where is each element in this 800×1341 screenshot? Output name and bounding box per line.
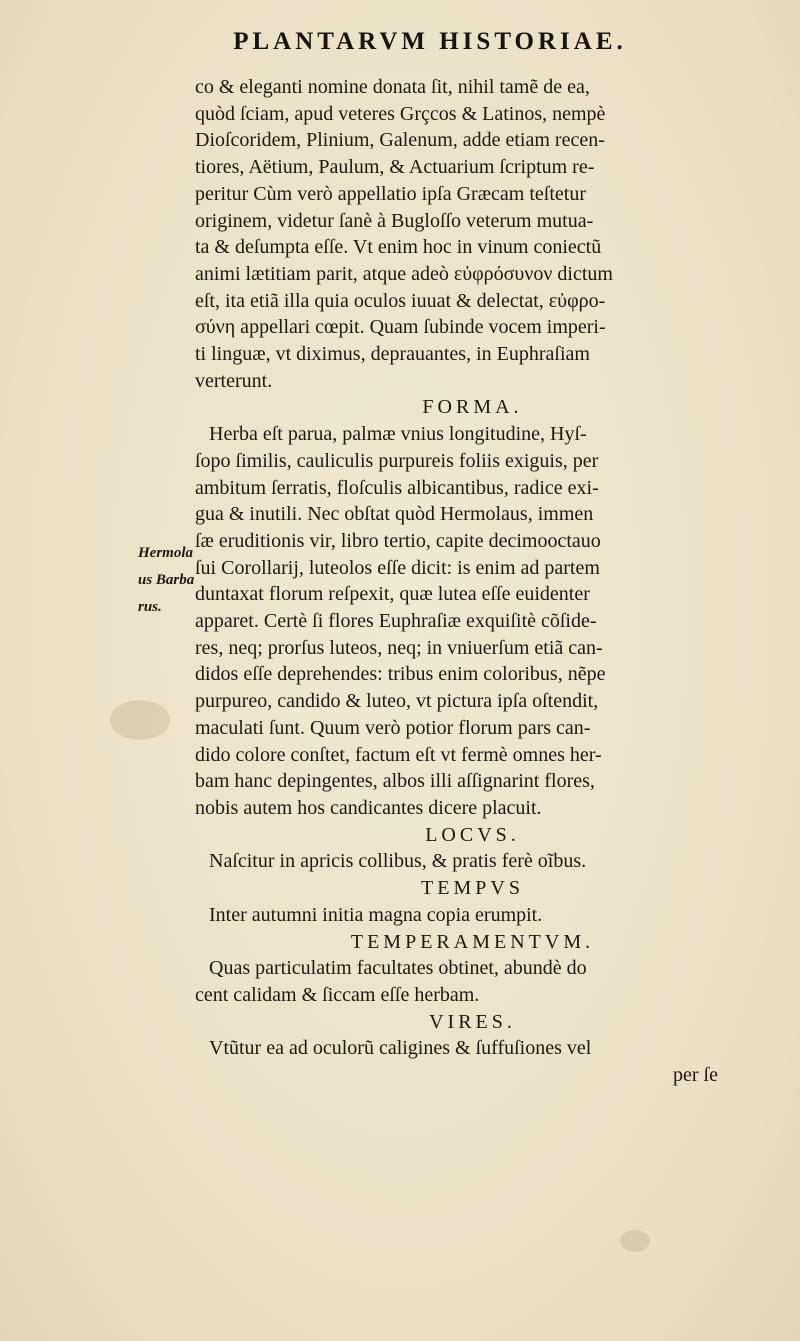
text-line: peritur Cùm verò appellatio ipſa Græcam teſtetur <box>195 182 586 205</box>
text-line: Naſcitur in apricis collibus, & pratis ferè oĩbus. <box>209 850 587 873</box>
text-line: Vtũtur ea ad oculorũ caligines & ſuffuſiones vel <box>209 1037 592 1060</box>
text-line: dido colore conſtet, factum eſt vt fermè omnes her- <box>195 743 602 766</box>
page-stain <box>620 1230 650 1252</box>
section-heading: TEMPERAMENTVM. <box>350 930 595 953</box>
text-line: σύνη appellari cœpit. Quam ſubinde vocem imperi- <box>195 316 606 339</box>
text-line: Inter autumni initia magna copia erumpit. <box>209 903 543 926</box>
text-line: quòd ſciam, apud veteres Grçcos & Latinos, nempè <box>195 102 606 125</box>
intro-paragraph <box>195 74 750 394</box>
text-line: Dioſcoridem, Plinium, Galenum, adde etiam recen- <box>195 129 605 152</box>
sections <box>195 394 750 1062</box>
marginal-note <box>138 540 194 621</box>
text-line: Herba eſt parua, palmæ vnius longitudine, Hyſ- <box>209 423 587 446</box>
section-heading: VIRES. <box>429 1010 516 1033</box>
text-line: eſt, ita etiã illa quia oculos iuuat & delectat, εὐφρο- <box>195 289 606 312</box>
text-line: maculati ſunt. Quum verò potior florum pars can- <box>195 716 591 739</box>
text-line: cent calidam & ſiccam eſſe herbam. <box>195 983 480 1006</box>
running-head: PLANTARVM HISTORIAE. <box>233 28 627 55</box>
text-line: ſæ eruditionis vir, libro tertio, capite decimooctauo <box>195 529 601 552</box>
text-line: Quas particulatim facultates obtinet, abundè do <box>209 957 587 980</box>
text-line: ambitum ſerratis, floſculis albicantibus, radice exi- <box>195 476 599 499</box>
page-body <box>195 74 750 1089</box>
section-heading: FORMA. <box>422 396 523 419</box>
text-line: gua & inutili. Nec obſtat quòd Hermolaus, immen <box>195 503 594 526</box>
section-heading: LOCVS. <box>425 823 520 846</box>
text-line: ti linguæ, vt diximus, deprauantes, in Euphraſiam <box>195 343 590 366</box>
text-line: co & eleganti nomine donata ſit, nihil tamẽ de ea, <box>195 76 590 98</box>
text-line: ta & deſumpta eſſe. Vt enim hoc in vinum coniectũ <box>195 236 602 259</box>
text-line: didos eſſe deprehendes: tribus enim coloribus, nẽpe <box>195 663 606 686</box>
text-line: duntaxat florum reſpexit, quæ lutea eſſe euidenter <box>195 583 590 606</box>
text-line: ſui Corollarij, luteolos eſſe dicit: is enim ad partem <box>195 556 600 579</box>
text-line: nobis autem hos candicantes dicere placuit. <box>195 796 542 819</box>
text-line: apparet. Certè ſi flores Euphraſiæ exquiſitè cõſide- <box>195 610 597 633</box>
text-line: purpureo, candido & luteo, vt pictura ipſa oſtendit, <box>195 690 599 713</box>
catchword: per ſe <box>673 1064 718 1087</box>
text-line: bam hanc depingentes, albos illi aſſignarint flores, <box>195 770 595 793</box>
marginal-note-line: Hermola <box>138 545 193 561</box>
text-line: verterunt. <box>195 369 273 392</box>
text-line: animi lætitiam parit, atque adeò εὐφρόσυνον dictum <box>195 262 613 285</box>
page-stain <box>110 700 170 740</box>
text-line: originem, videtur ſanè à Bugloſſo veterum mutua- <box>195 209 594 232</box>
marginal-note-line: us Barba <box>138 572 195 588</box>
text-line: tiores, Aëtium, Paulum, & Actuarium ſcriptum re- <box>195 156 595 179</box>
text-line: ſopo ſimilis, cauliculis purpureis foliis exiguis, per <box>195 449 599 472</box>
marginal-note-line: rus. <box>138 599 162 615</box>
text-line: res, neq; prorſus luteos, neq; in vniuerſum etiã can- <box>195 636 603 659</box>
section-heading: TEMPVS <box>421 877 524 900</box>
